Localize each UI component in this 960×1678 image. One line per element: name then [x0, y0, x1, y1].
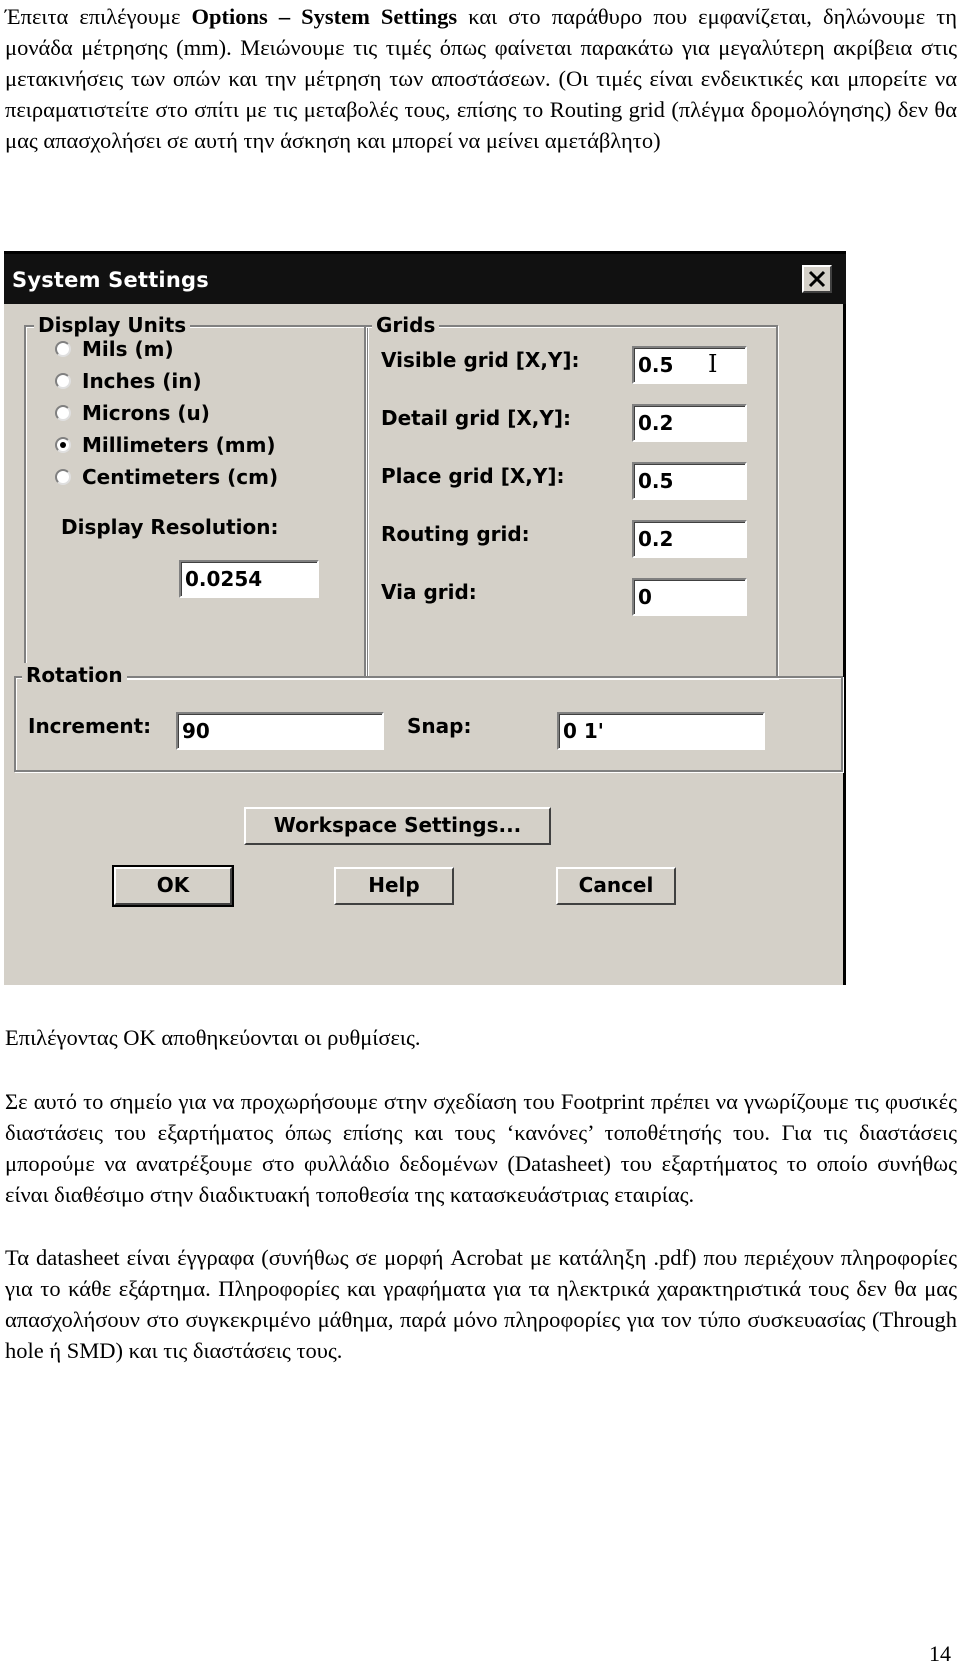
radio-selected-dot — [60, 442, 66, 448]
ok-button[interactable]: OK — [114, 867, 232, 905]
display-resolution-label: Display Resolution: — [61, 515, 279, 539]
system-settings-dialog — [4, 251, 846, 985]
place-grid-field[interactable]: 0.5 — [632, 462, 747, 500]
place-grid-label: Place grid [X,Y]: — [381, 464, 565, 488]
display-units-legend: Display Units — [34, 313, 190, 337]
increment-field[interactable]: 90 — [176, 712, 384, 750]
routing-grid-label: Routing grid: — [381, 522, 530, 546]
via-grid-label: Via grid: — [381, 580, 477, 604]
help-button[interactable]: Help — [334, 867, 454, 905]
intro-menu-path: Options – System Settings — [191, 4, 458, 29]
radio-label-microns: Microns (u) — [82, 401, 210, 425]
radio-label-inches: Inches (in) — [82, 369, 202, 393]
intro-text-rest: και στο παράθυρο που εμφανίζεται, δηλώνουμε τη μονάδα μέτρησης (mm). Μειώνουμε τις τιμές όπως φαίνεται παρακάτω για μεγαλύτερη ακρίβεια στις μετακινήσεις των οπών και την μέτρηση των αποστάσεων. (Οι τιμές είναι ενδεικτικές και μπορείτε να πειραματιστείτε στο σπίτι με τις μεταβολές τους, επίσης το Routing grid (πλέγμα δρομολόγησης) δεν θα μας απασχολήσει σε αυτή την άσκηση και μπορεί να μείνει αμετάβλητο) — [5, 4, 958, 153]
snap-label: Snap: — [407, 714, 472, 738]
visible-grid-field[interactable] — [632, 346, 747, 384]
close-icon — [808, 270, 826, 288]
radio-label-centimeters: Centimeters (cm) — [82, 465, 279, 489]
radio-mils[interactable] — [55, 341, 71, 357]
increment-label: Increment: — [28, 714, 152, 738]
text-cursor-icon: I — [708, 350, 718, 378]
detail-grid-field[interactable]: 0.2 — [632, 404, 747, 442]
radio-inches[interactable] — [55, 373, 71, 389]
radio-label-millimeters: Millimeters (mm) — [82, 433, 276, 457]
via-grid-field[interactable]: 0 — [632, 578, 747, 616]
intro-paragraph — [5, 1, 957, 156]
workspace-settings-button[interactable]: Workspace Settings... — [244, 807, 551, 845]
intro-text-start: Έπειτα επιλέγουμε — [5, 4, 192, 29]
display-resolution-field[interactable]: 0.0254 — [179, 560, 319, 598]
footprint-paragraph: Σε αυτό το σημείο για να προχωρήσουμε στην σχεδίαση του Footprint πρέπει να γνωρίζουμε τις φυσικές διαστάσεις του εξαρτήματος όπως επίσης και τους ‘κανόνες’ τοποθέτησής του. Για τις διαστάσεις μπορούμε να ανατρέξουμε στο φυλλάδιο δεδομένων (Datasheet) του εξαρτήματος το οποίο συνήθως είναι διαθέσιμο στην διαδικτυακή τοποθεσία της κατασκευάστριας εταιρίας. — [5, 1089, 957, 1207]
visible-grid-value: 0.5 — [638, 353, 674, 377]
snap-field[interactable]: 0 1' — [557, 712, 765, 750]
radio-centimeters[interactable] — [55, 469, 71, 485]
page-number: 14 — [929, 1641, 951, 1666]
rotation-legend: Rotation — [22, 663, 127, 687]
dialog-titlebar[interactable] — [4, 254, 846, 304]
radio-label-mils: Mils (m) — [82, 337, 174, 361]
dialog-title: System Settings — [12, 268, 209, 292]
detail-grid-label: Detail grid [X,Y]: — [381, 406, 571, 430]
close-button[interactable] — [802, 265, 832, 293]
radio-millimeters[interactable] — [55, 437, 71, 453]
visible-grid-label: Visible grid [X,Y]: — [381, 348, 580, 372]
radio-microns[interactable] — [55, 405, 71, 421]
cancel-button[interactable]: Cancel — [556, 867, 676, 905]
datasheet-paragraph: Τα datasheet είναι έγγραφα (συνήθως σε μορφή Acrobat με κατάληξη .pdf) που περιέχουν πληροφορίες για το κάθε εξάρτημα. Πληροφορίες και γραφήματα για τα ηλεκτρικά χαρακτηριστικά τους δεν θα μας απασχολήσουν στο συγκεκριμένο μάθημα, παρά μόνο πληροφορίες για τον τύπο συσκευασίας (Through hole ή SMD) και τις διαστάσεις τους. — [5, 1245, 957, 1363]
routing-grid-field[interactable]: 0.2 — [632, 520, 747, 558]
grids-legend: Grids — [372, 313, 439, 337]
after-dialog-paragraph: Επιλέγοντας ΟΚ αποθηκεύονται οι ρυθμίσεις. — [5, 1025, 421, 1050]
